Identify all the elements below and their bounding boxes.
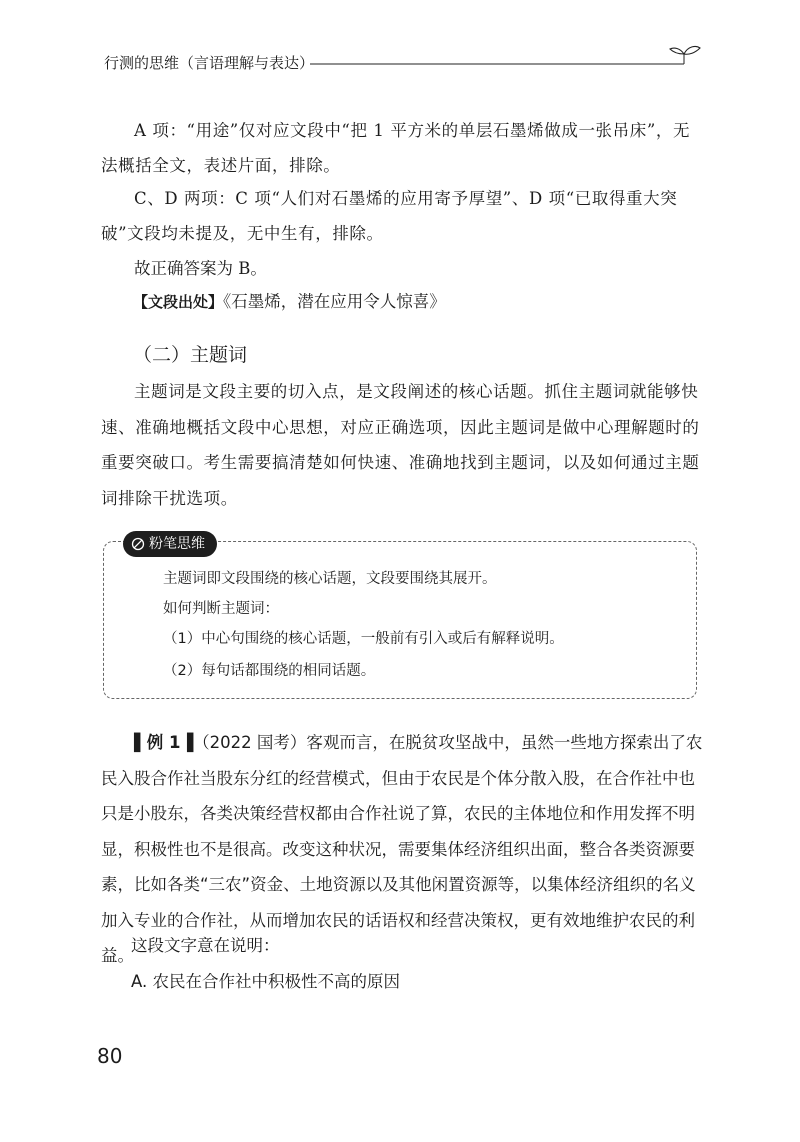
question-stem: 这段文字意在说明：	[131, 936, 280, 955]
analysis-paragraph-cd: C、D 两项：C 项“人们对石墨烯的应用寄予厚望”、D 项“已取得重大突破”文段均未提及，无中生有，排除。	[101, 189, 678, 243]
example-marker-right: ▐	[180, 733, 194, 752]
example-marker-left: ▌	[134, 733, 147, 752]
example-source: （2022 国考）	[193, 733, 307, 752]
analysis-paragraph-a: A 项：“用途”仅对应文段中“把 1 平方米的单层石墨烯做成一张吊床”，无法概括全文，表述片面，排除。	[101, 121, 691, 175]
sprout-icon	[670, 46, 700, 54]
source-title: 《石墨烯，潜在应用令人惊喜》	[223, 292, 446, 311]
answer-line: 故正确答案为 B。	[134, 259, 267, 278]
tip-box-tag	[123, 531, 217, 557]
running-header	[92, 40, 704, 76]
tip-line: （2）每句话都围绕的相同话题。	[163, 663, 376, 679]
passage-source	[133, 287, 446, 317]
example-label: 例 1	[146, 733, 181, 752]
page-number: 80	[97, 1044, 123, 1068]
tip-box-tag-label: 粉笔思维	[149, 536, 205, 552]
source-label: 【文段出处】	[133, 293, 224, 311]
section-heading: （二）主题词	[133, 344, 248, 366]
chalk-icon	[131, 537, 145, 551]
header-title: 行测的思维（言语理解与表达）	[104, 54, 315, 72]
tip-line: （1）中心句围绕的核心话题，一般前有引入或后有解释说明。	[163, 631, 564, 647]
tip-line: 主题词即文段围绕的核心话题，文段要围绕其展开。	[163, 571, 497, 587]
tip-line: 如何判断主题词：	[163, 601, 279, 617]
section-intro: 主题词是文段主要的切入点，是文段阐述的核心话题。抓住主题词就能够快速、准确地概括文段中心思想，对应正确选项，因此主题词是做中心理解题时的重要突破口。考生需要搞清楚如何快速、准确地找到主题词，以及如何通过主题词排除干扰选项。	[101, 382, 700, 508]
example-text: 客观而言，在脱贫攻坚战中，虽然一些地方探索出了农民入股合作社当股东分红的经营模式，但由于农民是个体分散入股，在合作社中也只是小股东，各类决策经营权都由合作社说了算，农民的主体地位和作用发挥不明显，积极性也不是很高。改变这种状况，需要集体经济组织出面，整合各类资源要素，比如各类“三农”资金、土地资源以及其他闲置资源等，以集体经济组织的名义加入专业的合作社，从而增加农民的话语权和经营决策权，更有效地维护农民的利益。	[101, 733, 703, 965]
option-a: A. 农民在合作社中积极性不高的原因	[131, 972, 400, 991]
